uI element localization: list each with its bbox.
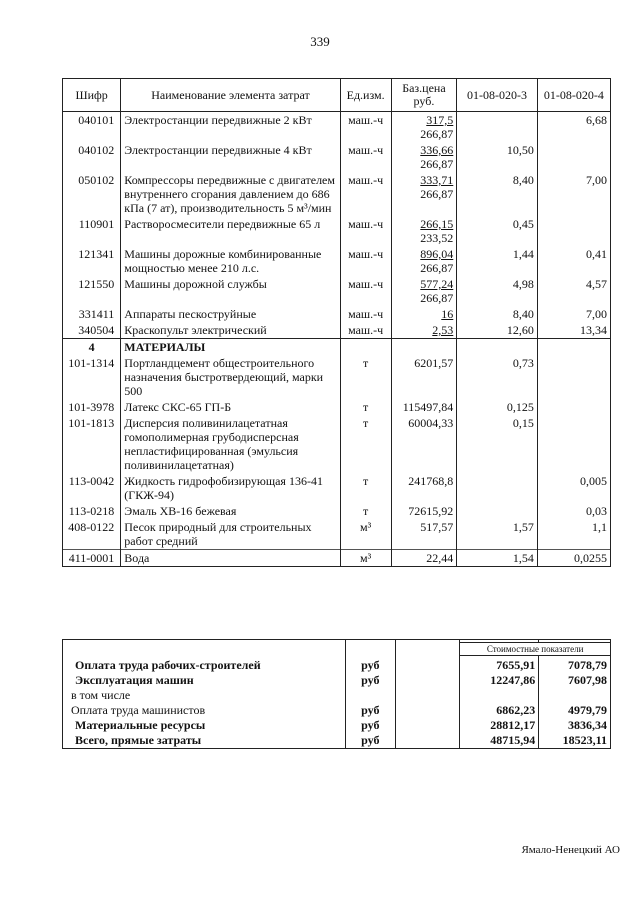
row-price: 22,44 — [391, 550, 457, 567]
row-code: 113-0042 — [63, 473, 121, 503]
summary-value-col2: 7607,98 — [539, 673, 611, 688]
row-value-col2: 1,1 — [537, 519, 610, 550]
row-value-col1: 0,15 — [457, 415, 538, 473]
row-name: Машины дорожной службы — [121, 276, 340, 306]
table-row — [63, 322, 611, 339]
row-value-col2 — [537, 142, 610, 172]
row-price: 241768,8 — [391, 473, 457, 503]
base-price: 266,15 — [420, 217, 454, 231]
row-code: 040102 — [63, 142, 121, 172]
row-name: Вода — [121, 550, 340, 567]
row-name: Растворосмесители передвижные 65 л — [121, 216, 340, 246]
summary-row — [63, 656, 611, 674]
row-unit: т — [340, 355, 391, 399]
row-unit: маш.-ч — [340, 276, 391, 306]
summary-unit: руб — [345, 733, 395, 749]
row-name: Латекс СКС-65 ГП-Б — [121, 399, 340, 415]
summary-unit: руб — [345, 703, 395, 718]
row-unit: т — [340, 399, 391, 415]
table-row — [63, 216, 611, 246]
summary-value-col1: 6862,23 — [460, 703, 539, 718]
summary-empty — [395, 718, 459, 733]
row-unit: маш.-ч — [340, 112, 391, 143]
row-code: 331411 — [63, 306, 121, 322]
row-value-col2: 7,00 — [537, 306, 610, 322]
summary-empty — [395, 656, 459, 674]
row-price: 6201,57 — [391, 355, 457, 399]
row-value-col1: 1,44 — [457, 246, 538, 276]
table-row — [63, 306, 611, 322]
summary-value-col2: 7078,79 — [539, 656, 611, 674]
row-code: 340504 — [63, 322, 121, 339]
row-unit: маш.-ч — [340, 172, 391, 216]
header-col1: 01-08-020-3 — [457, 79, 538, 112]
row-value-col1: 0,45 — [457, 216, 538, 246]
table-row — [63, 473, 611, 503]
table-row — [63, 246, 611, 276]
header-name: Наименование элемента затрат — [121, 79, 340, 112]
summary-unit — [345, 688, 395, 703]
table-header-row — [63, 79, 611, 112]
machinist-wage: 266,87 — [420, 291, 454, 305]
row-value-col1: 1,54 — [457, 550, 538, 567]
base-price: 577,24 — [420, 277, 454, 291]
row-value-col2: 0,03 — [537, 503, 610, 519]
header-price: Баз.цена руб. — [391, 79, 457, 112]
row-name: Дисперсия поливинилацетатная гомополимерная грубодисперсная непластифицированная (эмульсия поливинилацетатная) — [121, 415, 340, 473]
row-unit: т — [340, 473, 391, 503]
row-code: 113-0218 — [63, 503, 121, 519]
row-value-col1: 0,73 — [457, 355, 538, 399]
row-value-col1 — [457, 112, 538, 143]
summary-value-col2: 18523,11 — [539, 733, 611, 749]
machinist-wage: 233,52 — [420, 231, 454, 245]
row-name: Аппараты пескоструйные — [121, 306, 340, 322]
row-price — [391, 322, 457, 339]
row-name: Жидкость гидрофобизирующая 136-41 (ГКЖ-94) — [121, 473, 340, 503]
table-row — [63, 172, 611, 216]
summary-row — [63, 673, 611, 688]
summary-value-col2: 4979,79 — [539, 703, 611, 718]
table-row — [63, 415, 611, 473]
row-price — [391, 142, 457, 172]
summary-value-col1: 28812,17 — [460, 718, 539, 733]
header-col2: 01-08-020-4 — [537, 79, 610, 112]
row-name: Электростанции передвижные 4 кВт — [121, 142, 340, 172]
row-price: 60004,33 — [391, 415, 457, 473]
summary-empty — [395, 703, 459, 718]
row-name: Краскопульт электрический — [121, 322, 340, 339]
summary-row — [63, 703, 611, 718]
row-code: 101-3978 — [63, 399, 121, 415]
summary-label: в том числе — [63, 688, 346, 703]
summary-unit: руб — [345, 718, 395, 733]
row-name: Машины дорожные комбинированные мощностью менее 210 л.с. — [121, 246, 340, 276]
row-value-col1: 10,50 — [457, 142, 538, 172]
row-code: 121550 — [63, 276, 121, 306]
row-code: 408-0122 — [63, 519, 121, 550]
row-name: Эмаль ХВ-16 бежевая — [121, 503, 340, 519]
summary-label: Оплата труда машинистов — [63, 703, 346, 718]
row-name: Песок природный для строительных работ средний — [121, 519, 340, 550]
row-name: Электростанции передвижные 2 кВт — [121, 112, 340, 143]
summary-empty — [395, 733, 459, 749]
row-code: 040101 — [63, 112, 121, 143]
row-value-col2 — [537, 415, 610, 473]
row-code: 101-1813 — [63, 415, 121, 473]
table-row — [63, 112, 611, 143]
summary-value-col1: 12247,86 — [460, 673, 539, 688]
table-row — [63, 519, 611, 550]
row-unit: т — [340, 503, 391, 519]
row-value-col2 — [537, 216, 610, 246]
row-price — [391, 112, 457, 143]
row-value-col2 — [537, 355, 610, 399]
row-unit: м³ — [340, 519, 391, 550]
table-row — [63, 355, 611, 399]
table-row — [63, 399, 611, 415]
row-name: Компрессоры передвижные с двигателем внутреннего сгорания давлением до 686 кПа (7 ат), производительность 5 м³/мин — [121, 172, 340, 216]
summary-label: Материальные ресурсы — [63, 718, 346, 733]
row-value-col1 — [457, 503, 538, 519]
summary-value-col2 — [539, 688, 611, 703]
summary-row — [63, 718, 611, 733]
summary-value-col1: 48715,94 — [460, 733, 539, 749]
row-value-col1: 4,98 — [457, 276, 538, 306]
materials-section-row — [63, 339, 611, 356]
row-price: 115497,84 — [391, 399, 457, 415]
row-value-col1: 1,57 — [457, 519, 538, 550]
summary-row — [63, 733, 611, 749]
row-unit: м³ — [340, 550, 391, 567]
machinist-wage: 266,87 — [420, 127, 454, 141]
header-unit: Ед.изм. — [340, 79, 391, 112]
row-price: 72615,92 — [391, 503, 457, 519]
row-price — [391, 172, 457, 216]
row-unit: т — [340, 415, 391, 473]
row-code: 050102 — [63, 172, 121, 216]
row-value-col1: 8,40 — [457, 306, 538, 322]
summary-unit: руб — [345, 673, 395, 688]
summary-label: Всего, прямые затраты — [63, 733, 346, 749]
row-value-col1: 12,60 — [457, 322, 538, 339]
summary-label: Эксплуатация машин — [63, 673, 346, 688]
page-number: 339 — [310, 34, 330, 49]
summary-row — [63, 688, 611, 703]
row-code: 110901 — [63, 216, 121, 246]
base-price: 336,66 — [420, 143, 454, 157]
row-price — [391, 216, 457, 246]
row-value-col2: 4,57 — [537, 276, 610, 306]
base-price: 317,5 — [426, 113, 454, 127]
cost-elements-table — [62, 78, 611, 567]
base-price: 2,53 — [432, 323, 454, 337]
summary-value-col2: 3836,34 — [539, 718, 611, 733]
summary-empty — [395, 673, 459, 688]
row-unit: маш.-ч — [340, 322, 391, 339]
row-unit: маш.-ч — [340, 142, 391, 172]
section-title: МАТЕРИАЛЫ — [121, 339, 340, 356]
summary-table — [62, 639, 611, 749]
row-value-col2: 6,68 — [537, 112, 610, 143]
row-unit: маш.-ч — [340, 216, 391, 246]
materials-body — [63, 339, 611, 567]
row-price — [391, 276, 457, 306]
row-value-col1: 8,40 — [457, 172, 538, 216]
summary-empty — [395, 688, 459, 703]
table-row — [63, 503, 611, 519]
row-value-col2: 0,0255 — [537, 550, 610, 567]
row-value-col2: 0,41 — [537, 246, 610, 276]
row-value-col1 — [457, 473, 538, 503]
row-value-col2: 13,34 — [537, 322, 610, 339]
header-code: Шифр — [63, 79, 121, 112]
row-value-col2 — [537, 399, 610, 415]
summary-value-col1: 7655,91 — [460, 656, 539, 674]
base-price: 896,04 — [420, 247, 454, 261]
machines-body — [63, 112, 611, 339]
region-footer: Ямало-Ненецкий АО — [521, 844, 620, 856]
summary-caption: Стоимостные показатели — [460, 643, 611, 656]
machinist-wage: 266,87 — [420, 157, 454, 171]
row-unit: маш.-ч — [340, 246, 391, 276]
machinist-wage: 266,87 — [420, 187, 454, 201]
row-value-col1: 0,125 — [457, 399, 538, 415]
base-price: 333,71 — [420, 173, 454, 187]
base-price: 16 — [441, 307, 454, 321]
row-value-col2: 0,005 — [537, 473, 610, 503]
row-price — [391, 246, 457, 276]
row-code: 411-0001 — [63, 550, 121, 567]
summary-label: Оплата труда рабочих-строителей — [63, 656, 346, 674]
row-unit: маш.-ч — [340, 306, 391, 322]
row-code: 101-1314 — [63, 355, 121, 399]
machinist-wage: 266,87 — [420, 261, 454, 275]
summary-value-col1 — [460, 688, 539, 703]
row-code: 121341 — [63, 246, 121, 276]
row-price: 517,57 — [391, 519, 457, 550]
section-code: 4 — [63, 339, 121, 356]
summary-unit: руб — [345, 656, 395, 674]
row-name: Портландцемент общестроительного назначения быстротвердеющий, марки 500 — [121, 355, 340, 399]
table-row — [63, 550, 611, 567]
table-row — [63, 276, 611, 306]
table-row — [63, 142, 611, 172]
row-value-col2: 7,00 — [537, 172, 610, 216]
row-price — [391, 306, 457, 322]
